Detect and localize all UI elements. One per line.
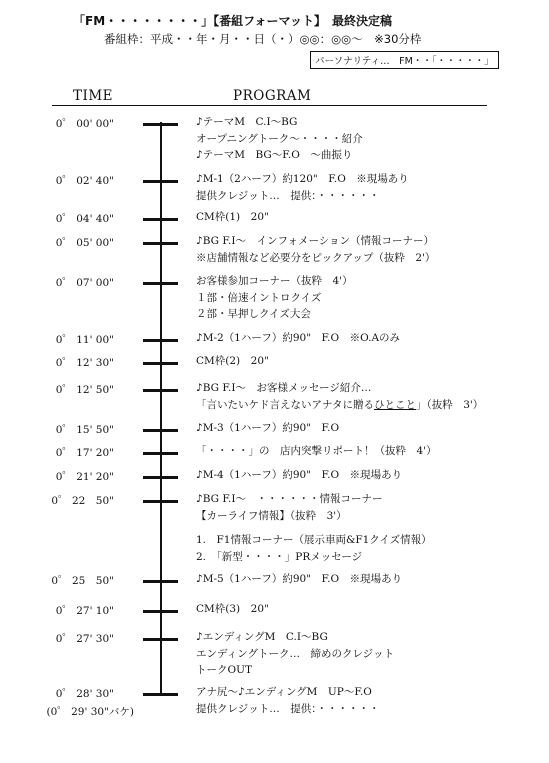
program-line: ♪BG F.I～ ・・・・・・情報コーナー [196, 493, 383, 505]
timeline-tick [143, 218, 178, 221]
program-line: ♪テーマM BG～F.O ～曲振り [196, 149, 353, 161]
header-rule [52, 105, 487, 106]
program-entry [196, 443, 437, 460]
program-line: アナ尻～♪エンディングM UP～F.O [196, 686, 372, 698]
program-line: 提供クレジット… 提供：・・・・・・ [196, 702, 380, 715]
cue-time: 0゜ 07' 00" [55, 277, 114, 289]
timeline-tick [143, 580, 178, 583]
timeline-tick [143, 610, 178, 613]
program-line: CM枠(3) 20" [196, 603, 269, 615]
timeline-tick [143, 282, 178, 285]
program-entry [196, 684, 380, 717]
program-line: ♪M-3（1ハーフ）約90" F.O [196, 422, 340, 434]
timeline-tick [143, 429, 178, 432]
program-entry [196, 571, 402, 588]
page-title: 「FM・・・・・・・・」【番組フォーマット】 最終決定稿 [73, 14, 393, 28]
program-line: エンディングトーク… 締めのクレジット [196, 647, 395, 660]
cue-time: 0゜ 25 50" [51, 575, 114, 587]
timeline-tick [143, 476, 178, 479]
cue-time: 0゜ 17' 20" [55, 447, 114, 459]
cue-time: 0゜ 00' 00" [55, 118, 114, 130]
program-text: 「言いたいケド言えないアナタに贈る [196, 398, 374, 411]
program-entry [196, 420, 339, 437]
program-line: ♪BG F.I～ インフォメーション（情報コーナー） [196, 235, 435, 247]
program-line: CM枠(1) 20" [196, 211, 269, 223]
timeline-spine [160, 122, 162, 694]
program-entry [196, 114, 363, 164]
program-entry [196, 209, 269, 226]
timeline-tick [143, 180, 178, 183]
program-line: ※店舗情報など必要分をピックアップ（抜粋 2'） [196, 251, 436, 264]
cue-time: 0゜ 12' 30" [55, 357, 114, 369]
timeline-tick [143, 389, 178, 392]
cue-time: 0゜ 27' 10" [55, 605, 114, 617]
program-slot: 番組枠：平成・・年・月・・日（・）◎◎：◎◎～ ※30分枠 [104, 32, 422, 46]
program-entry [196, 491, 432, 565]
program-line: ２部・早押しクイズ大会 [196, 308, 311, 320]
program-subline: 2. 「新型・・・・」PRメッセージ [196, 550, 363, 563]
timeline-tick [143, 123, 178, 126]
timeline-tick [143, 362, 178, 365]
timeline-tick [143, 638, 178, 641]
program-line: ♪M-2（1ハーフ）約90" F.O ※O.Aのみ [196, 332, 401, 344]
cue-time: 0゜ 04' 40" [55, 213, 114, 225]
program-line: ♪テーマM C.I～BG [196, 116, 298, 128]
timeline-tick [143, 500, 178, 503]
program-line [196, 397, 483, 414]
cue-time: 0゜ 12' 50" [55, 384, 114, 396]
program-line: 提供クレジット… 提供：・・・・・・ [196, 189, 380, 202]
cue-time-end: (0゜ 29' 30"バケ) [46, 706, 134, 718]
timeline-tick [143, 452, 178, 455]
cue-time: 0゜ 22 50" [51, 495, 114, 507]
program-text: 」（抜粋 3'） [415, 398, 484, 411]
program-entry [196, 467, 402, 484]
cue-time: 0゜ 21' 20" [55, 471, 114, 483]
program-entry [196, 601, 269, 618]
program-entry [196, 330, 400, 347]
program-subline: 1. F1情報コーナー（展示車両&F1クイズ情報） [196, 534, 432, 546]
program-column-header: PROGRAM [233, 88, 312, 104]
timeline-tick [143, 242, 178, 245]
personality-box: パーソナリティ… FM・・「・・・・・」 [310, 51, 499, 69]
cue-time: 0゜ 05' 00" [55, 237, 114, 249]
program-entry [196, 171, 409, 204]
program-line: 【カーライフ情報】（抜粋 3'） [196, 509, 347, 522]
cue-time: 0゜ 11' 00" [55, 334, 114, 346]
cue-time: 0゜ 02' 40" [55, 175, 114, 187]
program-line: オープニングトーク～・・・・紹介 [196, 132, 363, 145]
program-line: お客様参加コーナー（抜粋 4'） [196, 275, 353, 287]
program-line: CM枠(2) 20" [196, 355, 269, 367]
program-entry [196, 233, 435, 266]
cue-time: 0゜ 28' 30" [55, 688, 114, 700]
program-line: ♪M-5（1ハーフ）約90" F.O ※現場あり [196, 573, 403, 585]
program-entry [196, 380, 483, 413]
cue-time: 0゜ 27' 30" [55, 633, 114, 645]
program-entry [196, 273, 353, 323]
program-line: ♪M-1（2ハーフ）約120" F.O ※現場あり [196, 173, 409, 185]
program-line: ♪M-4（1ハーフ）約90" F.O ※現場あり [196, 469, 403, 481]
program-entry [196, 629, 394, 679]
cue-time: 0゜ 15' 50" [55, 424, 114, 436]
timeline-tick [143, 693, 178, 696]
program-line: ♪エンディングM C.I～BG [196, 631, 328, 643]
program-line: 「・・・・」の 店内突撃リポート！（抜粋 4'） [196, 445, 437, 457]
time-column-header: TIME [73, 88, 114, 104]
program-line: ♪BG F.I～ お客様メッセージ紹介… [196, 382, 372, 394]
program-line: トークOUT [196, 664, 252, 676]
timeline-tick [143, 339, 178, 342]
program-line: １部・倍速イントロクイズ [196, 291, 322, 304]
program-entry [196, 353, 269, 370]
underlined-keyword: ひとこと [373, 398, 416, 411]
